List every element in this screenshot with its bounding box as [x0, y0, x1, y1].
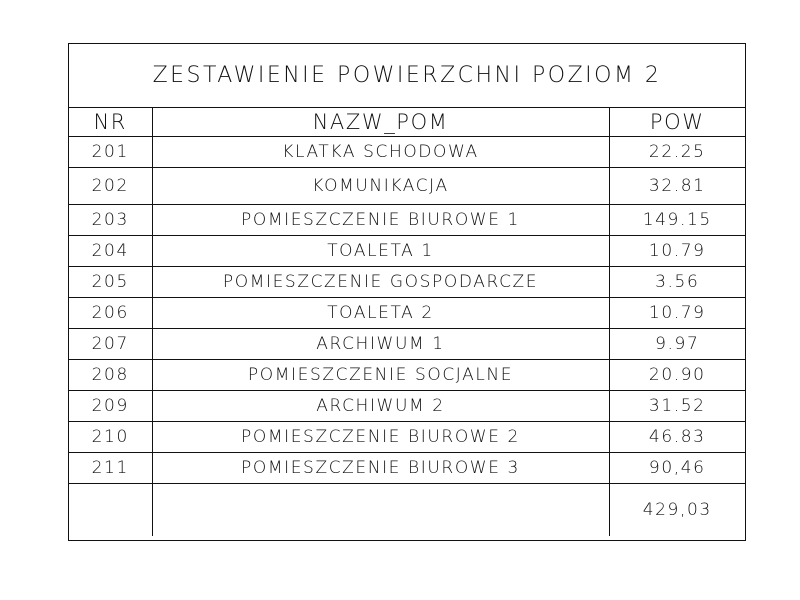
total-name-empty — [152, 484, 609, 536]
cell-nr: 208 — [69, 360, 152, 391]
area-schedule-table — [68, 43, 746, 541]
table-row — [69, 453, 745, 484]
cell-pow: 32.81 — [609, 168, 745, 205]
total-pow: 429,03 — [609, 484, 745, 536]
cell-pow: 149.15 — [609, 205, 745, 236]
total-nr-empty — [69, 484, 152, 536]
cell-pow: 22.25 — [609, 137, 745, 168]
cell-nr: 206 — [69, 298, 152, 329]
table-row — [69, 360, 745, 391]
cell-nr: 209 — [69, 391, 152, 422]
cell-nr: 211 — [69, 453, 152, 484]
cell-name: POMIESZCZENIE BIUROWE 1 — [152, 205, 609, 236]
cell-nr: 205 — [69, 267, 152, 298]
cell-pow: 31.52 — [609, 391, 745, 422]
table-row — [69, 267, 745, 298]
cell-pow: 90,46 — [609, 453, 745, 484]
table-row — [69, 168, 745, 205]
table-row — [69, 329, 745, 360]
table-row — [69, 137, 745, 168]
cell-pow: 3.56 — [609, 267, 745, 298]
header-pow: POW — [609, 108, 745, 137]
cell-nr: 202 — [69, 168, 152, 205]
cell-name: KLATKA SCHODOWA — [152, 137, 609, 168]
cell-nr: 201 — [69, 137, 152, 168]
table-row — [69, 391, 745, 422]
table-row — [69, 298, 745, 329]
header-row — [69, 108, 745, 137]
cell-pow: 46.83 — [609, 422, 745, 453]
cell-name: TOALETA 1 — [152, 236, 609, 267]
cell-pow: 20.90 — [609, 360, 745, 391]
header-nr: NR — [69, 108, 152, 137]
cell-pow: 9.97 — [609, 329, 745, 360]
cell-name: KOMUNIKACJA — [152, 168, 609, 205]
cell-name: POMIESZCZENIE BIUROWE 2 — [152, 422, 609, 453]
header-name: NAZW_POM — [152, 108, 609, 137]
cell-nr: 204 — [69, 236, 152, 267]
table-row — [69, 236, 745, 267]
cell-name: POMIESZCZENIE SOCJALNE — [152, 360, 609, 391]
cell-nr: 203 — [69, 205, 152, 236]
table-row — [69, 205, 745, 236]
cell-nr: 210 — [69, 422, 152, 453]
cell-name: ARCHIWUM 1 — [152, 329, 609, 360]
table-row — [69, 422, 745, 453]
total-row — [69, 484, 745, 536]
cell-name: TOALETA 2 — [152, 298, 609, 329]
cell-nr: 207 — [69, 329, 152, 360]
cell-name: ARCHIWUM 2 — [152, 391, 609, 422]
area-table — [69, 108, 745, 536]
cell-name: POMIESZCZENIE GOSPODARCZE — [152, 267, 609, 298]
cell-pow: 10.79 — [609, 236, 745, 267]
table-title: ZESTAWIENIE POWIERZCHNI POZIOM 2 — [69, 44, 745, 108]
cell-name: POMIESZCZENIE BIUROWE 3 — [152, 453, 609, 484]
cell-pow: 10.79 — [609, 298, 745, 329]
